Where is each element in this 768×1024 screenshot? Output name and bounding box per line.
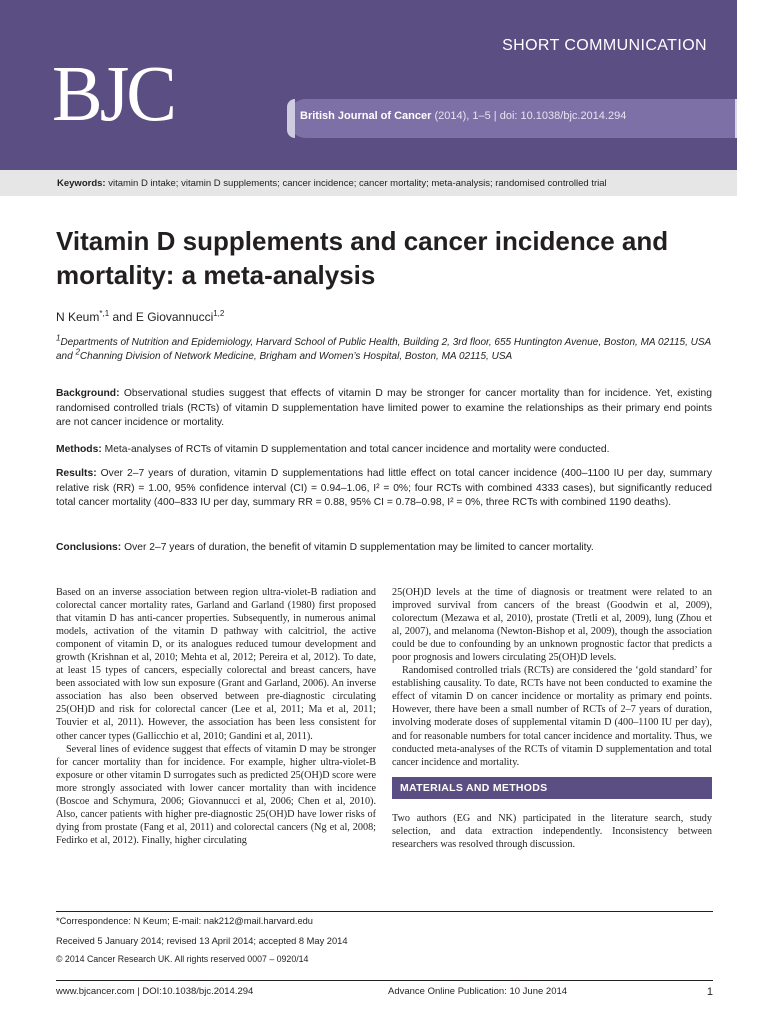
- abstract-text: Meta-analyses of RCTs of vitamin D supplementation and total cancer incidence and mortality were conducted.: [101, 444, 610, 455]
- body-column-left: [56, 586, 376, 847]
- affiliation-text: Departments of Nutrition and Epidemiology, Harvard School of Public Health, Building 2, 3rd floor, 655 Huntington Avenue, Boston, MA 02115, USA and: [56, 337, 711, 362]
- citation-details: (2014), 1–5 | doi: 10.1038/bjc.2014.294: [431, 110, 627, 122]
- correspondence-note: *Correspondence: N Keum; E-mail: nak212@mail.harvard.edu: [56, 916, 313, 926]
- affiliation-marker: 2: [75, 347, 80, 357]
- footer-website-doi: www.bjcancer.com | DOI:10.1038/bjc.2014.294: [56, 986, 254, 997]
- author-affiliation-marker: *,1: [99, 309, 110, 318]
- keywords-label: Keywords:: [57, 178, 106, 189]
- author-separator: and: [109, 310, 136, 324]
- journal-name: British Journal of Cancer: [300, 110, 432, 122]
- body-paragraph: Several lines of evidence suggest that effects of vitamin D may be stronger for cancer mortality than for incidence. For example, higher ultra-violet-B exposure or other vitamin D surrogates such as predicted 25(OH)D score were more strongly associated with lower cancer mortality than with incidence (Boscoe and Schymura, 2006; Giovannucci et al, 2006; Chen et al, 2010). Also, cancer patients with higher pre-diagnostic 25(OH)D have lower risks of dying from prostate (Fang et al, 2011) and colorectal cancers (Ng et al, 2008; Fedirko et al, 2012). Finally, higher circulating: [56, 743, 376, 846]
- journal-header: [0, 0, 737, 170]
- copyright-notice: © 2014 Cancer Research UK. All rights reserved 0007 – 0920/14: [56, 954, 309, 964]
- keywords-bar: [0, 170, 737, 196]
- keywords-line: [57, 178, 607, 189]
- journal-logo: BJC: [52, 49, 174, 138]
- abstract-text: Observational studies suggest that effects of vitamin D may be stronger for cancer mortality than for incidence. Yet, existing randomised controlled trials (RCTs) of vitamin D supplementation have limited power to examine the relationships as their primary end points are not cancer incidence or mortality.: [56, 388, 712, 429]
- abstract-methods: [56, 443, 712, 458]
- footer-publication-date: Advance Online Publication: 10 June 2014: [388, 986, 568, 997]
- body-paragraph: Based on an inverse association between region ultra-violet-B radiation and colorectal cancer mortality rates, Garland and Garland (1980) first proposed that vitamin D has anti-cancer properties. Subsequently, in numerous animal models, activation of the vitamin D pathway with calcitriol, the active component of vitamin D, or its analogues reduced tumour development and growth (Krishnan et al, 2010; Mehta et al, 2012; Pereira et al, 2012). To date, at least 15 types of cancers, especially colorectal and breast cancers, have been associated with low sun exposure (Grant and Garland, 2006). An inverse association has also been observed between pre-diagnostic circulating 25(OH)D and risk for colorectal cancer (Lee et al, 2011; Ma et al, 2011; Touvier et al, 2011). However, the association has been less consistent for other cancer types (Gallicchio et al, 2010; Gandini et al, 2011).: [56, 587, 376, 742]
- affiliation-text: Channing Division of Network Medicine, Brigham and Women’s Hospital, Boston, MA 02115, USA: [79, 351, 513, 362]
- footnote-divider: [56, 911, 713, 912]
- abstract-heading: Conclusions:: [56, 542, 122, 553]
- abstract-background: [56, 387, 712, 431]
- abstract-conclusions: [56, 541, 712, 556]
- article-title: Vitamin D supplements and cancer incidence and mortality: a meta-analysis: [56, 226, 669, 290]
- abstract-results: [56, 467, 712, 511]
- author-list: [56, 310, 224, 324]
- abstract-text: Over 2–7 years of duration, the benefit of vitamin D supplementation may be limited to cancer mortality.: [121, 542, 594, 553]
- body-paragraph: Two authors (EG and NK) participated in the literature search, study selection, and data extraction independently. Inconsistency between researchers was resolved through discussion.: [392, 812, 712, 850]
- body-paragraph: 25(OH)D levels at the time of diagnosis or treatment were related to an improved survival from cancers of the breast (Goodwin et al, 2009), colorectum (Mezawa et al, 2010), prostate (Tretli et al, 2009), lung (Zhou et al, 2007), and melanoma (Newton-Bishop et al, 2009), though the association could be due to confounding by an unknown prognostic factor that predicts a poor prognosis and lowers circulating 25(OH)D levels.: [392, 587, 712, 664]
- abstract-heading: Methods:: [56, 444, 102, 455]
- citation-line: [300, 110, 626, 122]
- article-type-label: SHORT COMMUNICATION: [502, 37, 707, 54]
- page-footer-divider: [56, 980, 713, 981]
- keywords-text: vitamin D intake; vitamin D supplements; cancer incidence; cancer mortality; meta-analysis; randomised controlled trial: [105, 178, 607, 189]
- body-column-right: [392, 586, 712, 851]
- author-name: N Keum: [56, 310, 100, 324]
- citation-bar: [287, 99, 737, 138]
- received-dates: Received 5 January 2014; revised 13 April 2014; accepted 8 May 2014: [56, 936, 348, 946]
- section-heading: MATERIALS AND METHODS: [392, 777, 712, 799]
- affiliations: [56, 333, 716, 364]
- abstract-text: Over 2–7 years of duration, vitamin D supplementations had little effect on total cancer incidence (400–1100 IU per day, summary relative risk (RR) = 1.00, 95% confidence interval (CI) = 0.94–1.06, I² = 0%; four RCTs with combined 4333 cases), but significantly reduced total cancer mortality (400–833 IU per day, summary RR = 0.88, 95% CI = 0.78–0.98, I² = 0%, three RCTs with combined 1190 deaths).: [56, 468, 712, 509]
- author-affiliation-marker: 1,2: [213, 309, 225, 318]
- abstract-heading: Results:: [56, 468, 97, 479]
- author-name: E Giovannucci: [135, 310, 214, 324]
- body-paragraph: Randomised controlled trials (RCTs) are considered the ‘gold standard’ for establishing causality. To date, RCTs have not been conducted to examine the effect of vitamin D on cancer incidence or mortality as primary end points. However, there have been a small number of RCTs of 2–7 years of duration, involving moderate doses of supplemental vitamin D (400–1100 IU per day), and for reasonable numbers for total cancer incidence and mortality. Thus, we conducted meta-analyses of the RCTs of vitamin D supplementation and total cancer incidence and mortality.: [392, 665, 712, 768]
- affiliation-marker: 1: [56, 333, 61, 343]
- abstract-heading: Background:: [56, 388, 120, 399]
- page-number: 1: [706, 986, 713, 998]
